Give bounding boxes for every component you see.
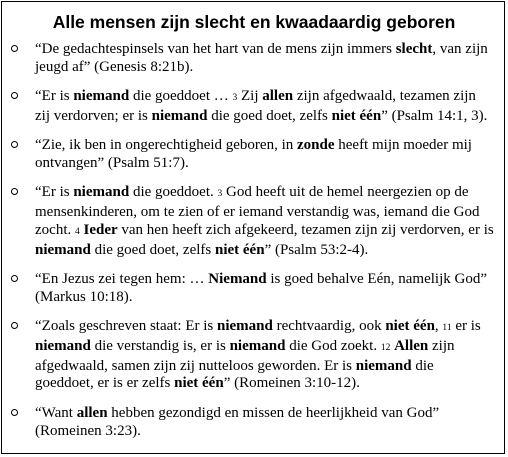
verse-item — [2, 405, 502, 441]
verse-text: van hen heeft zich afgekeerd, tezamen zijn zij verdorven, er is — [117, 221, 494, 238]
verse-text: ” (Romeinen 3:10-12). — [223, 375, 360, 392]
emphasis-word: niemand — [355, 357, 412, 374]
verse-item — [2, 137, 502, 173]
emphasis-word: niemand — [35, 337, 91, 354]
emphasis-word: slecht — [395, 41, 433, 57]
emphasis-word: niet één — [385, 318, 435, 335]
verse-text: hebben gezondigd en missen de heerlijkheid van God” (Romeinen 3:23). — [35, 404, 440, 439]
emphasis-word: niemand — [229, 337, 286, 354]
bullet-circle-icon — [11, 141, 18, 148]
verse-item — [2, 271, 502, 307]
verse-text: “Zoals geschreven staat: Er is — [35, 318, 218, 335]
verse-text: ” (Psalm 53:2-4). — [264, 241, 369, 258]
verse-item — [2, 88, 502, 126]
verse-text: God heeft uit de hemel neergezien op de mensenkinderen, om te zien of er iemand verstandig was, iemand die God zocht. — [35, 184, 480, 238]
emphasis-word: Ieder — [83, 221, 118, 238]
verse-text: is goed behalve Eén, namelijk God” (Markus 10:18). — [35, 270, 487, 305]
verse-text: ” (Psalm 14:1, 3). — [381, 107, 488, 124]
verse-number: 11 — [442, 323, 452, 334]
verse-text: die verstandig is, er is — [90, 337, 230, 354]
verse-item — [2, 318, 502, 393]
verse-text: die goeddoet. — [129, 184, 218, 201]
bullet-circle-icon — [11, 45, 18, 52]
bullet-circle-icon — [11, 92, 18, 99]
emphasis-word: zonde — [297, 137, 335, 154]
verse-number: 4 — [74, 226, 80, 237]
verse-text: zijn afgedwaald, samen zijn zij nutteloos geworden. Er is — [35, 337, 455, 374]
verse-number: 3 — [232, 93, 238, 104]
emphasis-word: allen — [76, 404, 108, 421]
emphasis-word: niemand — [35, 241, 91, 258]
verse-text: die God zoekt. — [285, 337, 381, 354]
verse-text: die goeddoet, er is er zelfs — [35, 357, 434, 392]
bullet-circle-icon — [11, 188, 18, 195]
emphasis-word: niemand — [151, 107, 208, 124]
bullet-circle-icon — [11, 275, 18, 282]
bullet-circle-icon — [11, 409, 18, 416]
verse-text: “Zie, ik ben in ongerechtigheid geboren, in — [35, 137, 297, 154]
verse-text: “Er is — [35, 88, 74, 105]
verse-item — [2, 184, 502, 259]
verse-text: “De gedachtespinsels van het hart van de mens zijn immers — [35, 41, 396, 57]
verse-text: die goeddoet … — [129, 88, 233, 105]
verse-text: er is — [451, 318, 481, 335]
emphasis-word: niet één — [214, 241, 265, 258]
emphasis-word: niemand — [73, 88, 130, 105]
emphasis-word: niemand — [73, 184, 130, 201]
verse-item — [2, 41, 502, 77]
verse-text: , — [434, 318, 443, 335]
document-frame — [1, 1, 505, 454]
verse-text: heeft mijn moeder mij ontvangen” (Psalm 51:7). — [35, 137, 472, 171]
verse-text: rechtvaardig, ook — [272, 318, 386, 335]
emphasis-word: niet één — [174, 375, 224, 392]
verse-number: 3 — [217, 189, 223, 200]
emphasis-word: niet één — [331, 107, 382, 124]
verse-text: die goed doet, zelfs — [207, 107, 332, 124]
bullet-circle-icon — [11, 322, 18, 329]
verse-text: “En Jezus zei tegen hem: … — [35, 270, 209, 287]
verse-text: , van zijn jeugd af” (Genesis 8:21b). — [35, 41, 488, 75]
verse-text: “Want — [35, 404, 77, 421]
emphasis-word: Allen — [394, 337, 429, 354]
verse-text: die goed doet, zelfs — [90, 241, 215, 258]
emphasis-word: niemand — [217, 318, 273, 335]
verse-text: “Er is — [35, 184, 74, 201]
page-title: Alle mensen zijn slecht en kwaadaardig geboren — [52, 12, 456, 32]
emphasis-word: allen — [262, 88, 294, 105]
emphasis-word: Niemand — [208, 270, 267, 287]
verse-text: Zij — [237, 88, 263, 105]
verse-list — [2, 41, 502, 452]
verse-text: zijn afgedwaald, tezamen zijn zij verdorven; er is — [35, 88, 476, 124]
verse-number: 12 — [380, 342, 391, 353]
